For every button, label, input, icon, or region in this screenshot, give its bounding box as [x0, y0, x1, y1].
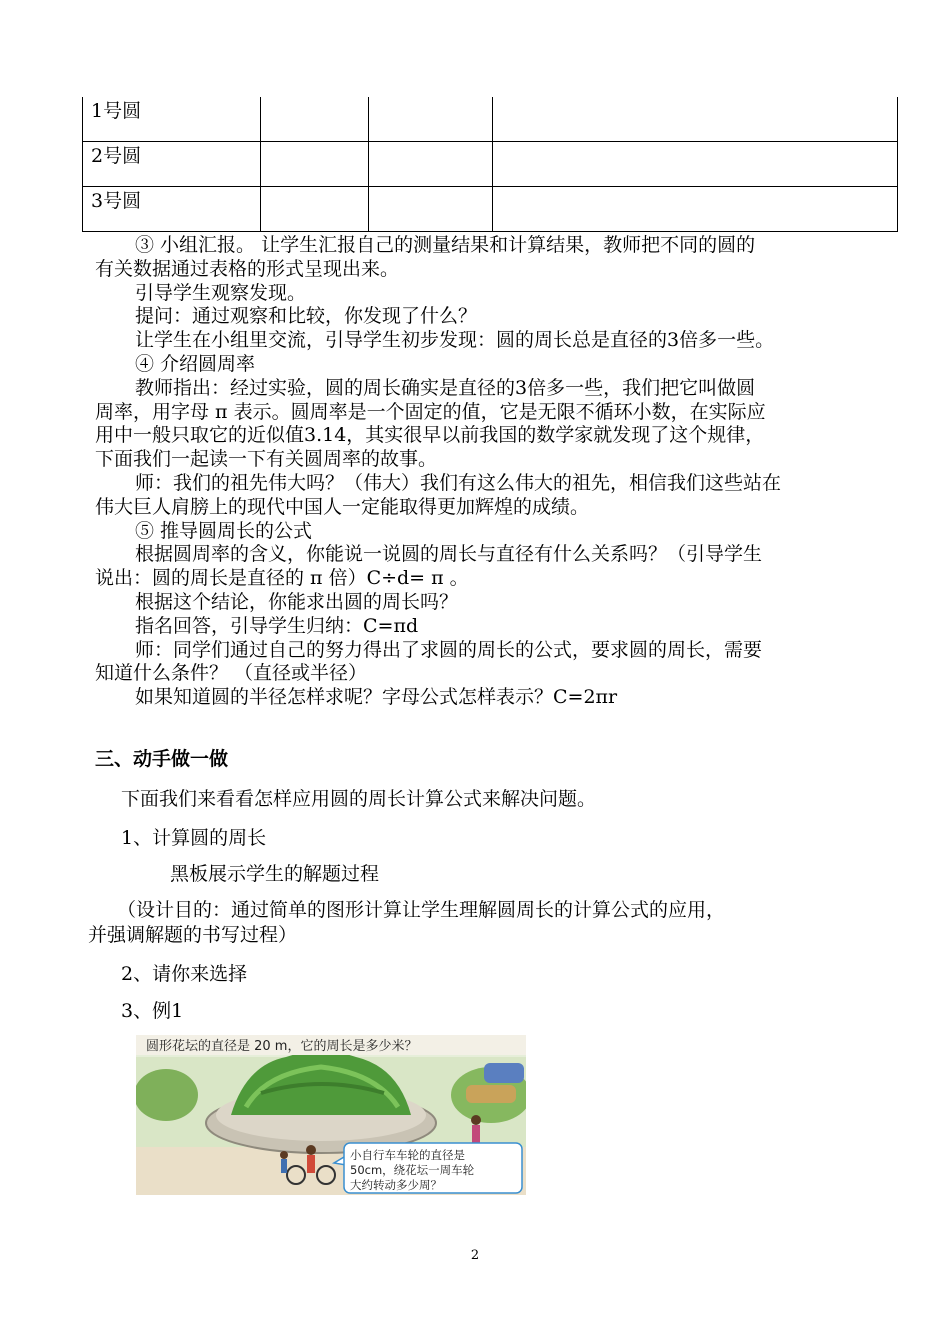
body-paragraph-line: 师：我们的祖先伟大吗？（伟大）我们有这么伟大的祖先，相信我们这些站在: [135, 471, 782, 494]
table-cell: [369, 142, 493, 187]
bubble-line-1: 小自行车车轮的直径是: [350, 1148, 465, 1162]
lesson-body: [95, 234, 885, 710]
design-purpose-line-2: 并强调解题的书写过程）: [88, 924, 298, 946]
body-paragraph-line: 周率，用字母 π 表示。圆周率是一个固定的值，它是无限不循环小数，在实际应: [95, 400, 766, 423]
row-label: 2号圆: [83, 142, 261, 187]
section-intro: 下面我们来看看怎样应用圆的周长计算公式来解决问题。: [121, 788, 597, 810]
table-row: [83, 187, 898, 232]
body-paragraph-line: 根据这个结论，你能求出圆的周长吗？: [135, 590, 459, 613]
table-row: [83, 97, 898, 142]
body-paragraph-line: 如果知道圆的半径怎样求呢？字母公式怎样表示？C=2πr: [135, 686, 618, 709]
item-1-detail: 黑板展示学生的解题过程: [170, 863, 380, 885]
table-cell: [493, 97, 898, 142]
table-cell: [261, 187, 369, 232]
item-1: 1、计算圆的周长: [121, 827, 267, 849]
table-cell: [261, 97, 369, 142]
measurement-table: [82, 97, 898, 232]
body-paragraph-line: 教师指出：经过实验，圆的周长确实是直径的3倍多一些，我们把它叫做圆: [135, 376, 756, 399]
page-number: 2: [470, 1248, 480, 1263]
body-paragraph-line: 用中一般只取它的近似值3.14，其实很早以前我国的数学家就发现了这个规律，: [95, 424, 765, 447]
body-paragraph-line: 说出：圆的周长是直径的 π 倍）C÷d= π 。: [95, 567, 469, 590]
table-cell: [369, 97, 493, 142]
table-row: [83, 142, 898, 187]
body-paragraph-line: 知道什么条件？ （直径或半径）: [95, 662, 368, 685]
figure-question: 圆形花坛的直径是 20 m，它的周长是多少米？: [146, 1039, 418, 1054]
bubble-line-3: 大约转动多少周？: [350, 1178, 442, 1192]
bubble-line-2: 50cm，绕花坛一周车轮: [350, 1163, 475, 1177]
table-cell: [261, 142, 369, 187]
flower-bed-illustration: [136, 1035, 526, 1195]
body-paragraph-line: 提问：通过观察和比较，你发现了什么？: [135, 305, 478, 328]
body-paragraph-line: 引导学生观察发现。: [135, 281, 307, 304]
body-paragraph-line: 下面我们一起读一下有关圆周率的故事。: [95, 448, 438, 471]
body-paragraph-line: ⑤ 推导圆周长的公式: [135, 519, 313, 542]
body-paragraph-line: 指名回答，引导学生归纳：C=πd: [135, 614, 419, 637]
design-purpose-line-1: （设计目的：通过简单的图形计算让学生理解圆周长的计算公式的应用，: [117, 899, 726, 921]
body-paragraph-line: ③ 小组汇报。 让学生汇报自己的测量结果和计算结果，教师把不同的圆的: [135, 234, 756, 256]
body-paragraph-line: 师：同学们通过自己的努力得出了求圆的周长的公式，要求圆的周长，需要: [135, 638, 763, 661]
section-heading: 三、动手做一做: [95, 748, 229, 770]
row-label: 1号圆: [83, 97, 261, 142]
body-paragraph-line: ④ 介绍圆周率: [135, 352, 256, 375]
body-paragraph-line: 根据圆周率的含义，你能说一说圆的周长与直径有什么关系吗？（引导学生: [135, 543, 763, 566]
table-cell: [493, 187, 898, 232]
table-cell: [493, 142, 898, 187]
item-2: 2、请你来选择: [121, 963, 248, 985]
body-paragraph-line: 有关数据通过表格的形式呈现出来。: [95, 257, 400, 280]
row-label: 3号圆: [83, 187, 261, 232]
table-cell: [369, 187, 493, 232]
body-paragraph-line: 伟大巨人肩膀上的现代中国人一定能取得更加辉煌的成绩。: [95, 495, 590, 518]
item-3: 3、例1: [121, 1000, 184, 1022]
body-paragraph-line: 让学生在小组里交流，引导学生初步发现：圆的周长总是直径的3倍多一些。: [135, 329, 775, 352]
